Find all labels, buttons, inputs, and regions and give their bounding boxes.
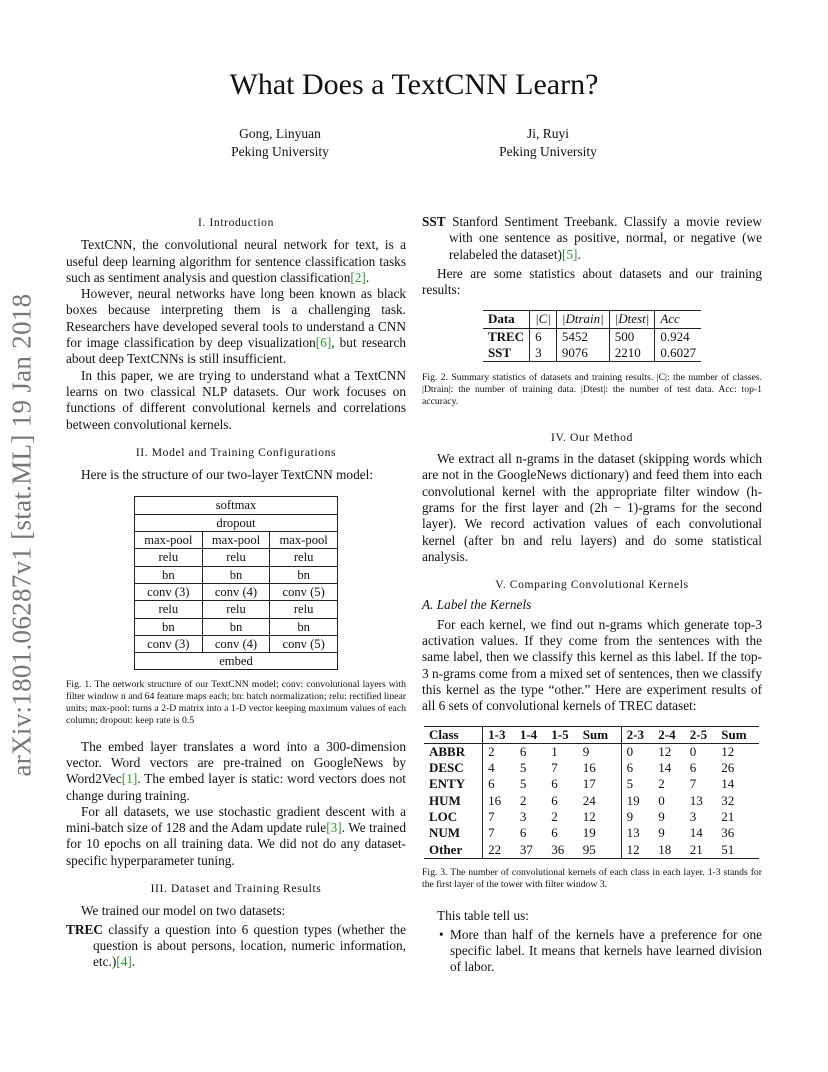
table-row — [424, 760, 759, 776]
table-cell: 14 — [689, 825, 703, 841]
paragraph: The embed layer translates a word into a 300-dimension vector. Word vectors are pre-trained on GoogleNews by Word2Vec[1]. The embed layer is static: word vectors does not change during training. — [66, 738, 406, 803]
table-cell: SST — [487, 345, 512, 361]
table-cell: 6 — [551, 792, 558, 808]
bullet-item: • More than half of the kernels have a preference for one specific label. It means that kernels have learned division of labor. — [439, 926, 762, 975]
table-cell: 24 — [582, 792, 596, 808]
right-column — [422, 214, 762, 976]
table-cell: 6 — [519, 743, 527, 759]
table-cell: 12 — [721, 743, 735, 759]
author-name: Gong, Linyuan — [239, 126, 321, 141]
table-cell: 2 — [551, 809, 558, 824]
table-cell: bn — [202, 566, 270, 583]
table-cell: 6 — [551, 776, 558, 792]
table-cell: 9076 — [556, 345, 609, 362]
table-cell: 21 — [721, 809, 735, 824]
table-cell: 0 — [621, 743, 653, 760]
table-cell: 26 — [721, 760, 735, 776]
author-name: Ji, Ruyi — [526, 126, 569, 141]
table-row — [483, 328, 701, 345]
dataset-label: TREC — [66, 921, 103, 937]
table-header-cell: 2-5 — [685, 726, 716, 743]
table-cell: ENTY — [429, 776, 466, 792]
table-cell: 22 — [483, 842, 515, 859]
table-cell: 14 — [721, 776, 735, 792]
table-cell: bn — [270, 618, 338, 635]
table-cell: 2 — [483, 743, 515, 760]
table-cell: 5 — [519, 776, 527, 792]
table-cell: 12 — [582, 809, 596, 824]
table-cell: 95 — [582, 841, 596, 857]
table-header-cell: |C| — [530, 311, 557, 328]
table-cell: 3 — [530, 345, 557, 362]
table-header-cell: 1-3 — [483, 726, 515, 743]
table-cell: 6 — [530, 328, 557, 345]
author-2 — [448, 125, 648, 161]
table-cell: softmax — [135, 497, 338, 514]
paragraph: Here is the structure of our two-layer TextCNN model: — [81, 467, 374, 483]
table-header-cell: 1-5 — [546, 726, 577, 743]
section-heading: IV. Our Method — [551, 430, 633, 444]
table-cell: 0.6027 — [655, 345, 701, 362]
table-cell: max-pool — [270, 532, 338, 549]
left-column — [66, 215, 406, 970]
table-row — [424, 809, 759, 825]
table-row — [135, 549, 338, 566]
figure-caption: Fig. 1. The network structure of our TextCNN model; conv: convolutional layers with filter window n and 64 feature maps each; bn: batch normalization; relu: rectified linear units; max-pool: turns a 2-D matrix into a 1-D vector keeping maximum values of each column; dropout: keep rate is 0.5 — [66, 679, 406, 726]
section-heading: II. Model and Training Configurations — [135, 445, 337, 459]
dataset-trec: TREC classify a question into 6 question types (whether the question is about persons, location, numeric information, etc.)[4]. — [66, 921, 406, 970]
table-cell: 13 — [621, 825, 653, 841]
table-header-cell: Acc — [655, 311, 701, 328]
table-cell: relu — [270, 549, 338, 566]
table-cell: 18 — [658, 841, 672, 857]
table-row — [135, 635, 338, 652]
arxiv-sidebar — [2, 293, 42, 777]
paper-title: What Does a TextCNN Learn? — [229, 68, 599, 101]
table-cell: 1 — [551, 743, 558, 759]
paragraph: For each kernel, we find out n-grams which generate top-3 activation values. If they come from the sentences with the same label, then we classify this kernel as this label. If the top-3 n-grams come from a mixed set of sentences, then we classify this kernel as the type “other.” Here are experiment results of all 6 sets of convolutional kernels of TREC dataset: — [422, 616, 762, 714]
table-cell: 4 — [483, 760, 515, 776]
table-cell: 9 — [621, 809, 653, 825]
citation-link[interactable]: [4] — [116, 954, 132, 970]
table-header-cell: Sum — [716, 726, 759, 743]
table-cell: 16 — [483, 793, 515, 809]
table-row — [135, 514, 338, 531]
table-cell: bn — [135, 618, 203, 635]
figure-caption: Fig. 2. Summary statistics of datasets and training results. |C|: the number of classes. |Dtrain|: the number of training data. |Dtest|: the number of test data. Acc: top-1 accuracy. — [422, 372, 762, 407]
table-row — [424, 842, 759, 859]
table-cell: 2 — [658, 776, 665, 792]
paragraph: We trained our model on two datasets: — [81, 903, 286, 919]
table-cell: 0 — [658, 792, 665, 808]
table-cell: 5 — [519, 760, 527, 776]
table-cell: max-pool — [202, 532, 270, 549]
table-row — [135, 566, 338, 583]
table-header-cell: 2-3 — [621, 726, 653, 743]
paragraph: We extract all n-grams in the dataset (skipping words which are not in the GoogleNews dictionary) and feed them into each convolutional kernel with the appropriate filter window (h-grams for the first layer and (2h − 1)-grams for the second layer). We record activation values of each convolutional kernel (after bn and relu layers) and do some statistical analysis. — [422, 451, 762, 564]
table-cell: 6 — [483, 776, 515, 792]
table-cell: relu — [135, 601, 203, 618]
arxiv-id: arXiv:1801.06287v1 [stat.ML] 19 Jan 2018 — [6, 293, 37, 777]
table-cell: 37 — [519, 841, 533, 857]
table-row — [483, 345, 701, 362]
table-cell: Other — [429, 841, 463, 857]
section-heading: I. Introduction — [198, 216, 274, 229]
paragraph: In this paper, we are trying to understand what a TextCNN learns on two classical NLP datasets. Our work focuses on functions of different convolutional kernels and correlations between convolutional kernels. — [66, 367, 406, 432]
table-cell: 7 — [689, 776, 697, 792]
table-cell: max-pool — [135, 532, 203, 549]
citation-link[interactable]: [3] — [326, 820, 342, 836]
table-cell: conv (5) — [270, 635, 338, 652]
paragraph: Here are some statistics about datasets and our training results: — [422, 265, 762, 298]
table-cell: 51 — [721, 841, 735, 857]
table-header-row — [483, 311, 701, 328]
table-cell: 12 — [658, 743, 672, 759]
table-row — [135, 497, 338, 514]
table-cell: 14 — [658, 760, 672, 776]
table-cell: conv (3) — [135, 583, 203, 600]
table-header-cell: Class — [424, 726, 483, 743]
table-row — [424, 743, 759, 760]
citation-link[interactable]: [1] — [121, 771, 138, 787]
figure-caption: Fig. 3. The number of convolutional kernels of each class in each layer. 1-3 stands for the first layer of the tower with filter window 3. — [422, 866, 762, 890]
table-cell: 0 — [689, 743, 697, 759]
table-cell: ABBR — [429, 743, 466, 759]
table-row — [424, 825, 759, 841]
table-cell: 36 — [551, 841, 565, 857]
table-cell: 7 — [551, 760, 558, 776]
table-cell: relu — [202, 549, 270, 566]
table-row — [135, 583, 338, 600]
table-cell: dropout — [135, 514, 338, 531]
table-row — [135, 601, 338, 618]
stats-table — [483, 310, 701, 362]
kernel-class-table — [424, 726, 759, 859]
citation-link[interactable]: [6] — [315, 335, 332, 351]
table-row — [135, 618, 338, 635]
table-cell: bn — [135, 566, 203, 583]
table-cell: 3 — [519, 809, 527, 824]
table-cell: 5452 — [556, 328, 609, 345]
table-cell: NUM — [429, 825, 461, 841]
table-cell: 21 — [689, 841, 703, 857]
table-cell: 2210 — [609, 345, 655, 362]
table-cell: DESC — [429, 760, 464, 776]
table-cell: embed — [135, 653, 338, 670]
table-header-cell: Sum — [578, 726, 621, 743]
table-cell: 6 — [551, 825, 558, 841]
table-cell: 16 — [582, 760, 596, 776]
citation-link[interactable]: [2] — [350, 269, 366, 285]
table-cell: 13 — [689, 792, 703, 808]
author-affiliation: Peking University — [231, 144, 329, 159]
author-1 — [180, 125, 380, 161]
table-cell: 19 — [621, 793, 653, 809]
table-cell: relu — [135, 549, 203, 566]
table-cell: bn — [202, 618, 270, 635]
table-cell: conv (3) — [135, 635, 203, 652]
dataset-label: SST — [422, 214, 446, 229]
table-cell: 0.924 — [655, 328, 701, 345]
table-cell: 7 — [483, 825, 515, 841]
table-cell: bn — [270, 566, 338, 583]
table-row — [135, 653, 338, 670]
table-header-cell: 2-4 — [653, 726, 684, 743]
table-cell: HUM — [429, 792, 461, 808]
table-cell: LOC — [429, 809, 458, 824]
table-cell: 6 — [689, 760, 697, 776]
architecture-table — [134, 496, 338, 670]
paragraph: TextCNN, the convolutional neural network for text, is a useful deep learning algorithm for sentence classification tasks such as sentiment analysis and question classification[2]. — [66, 237, 406, 285]
dataset-sst: SST Stanford Sentiment Treebank. Classify a movie review with one sentence as positive, normal, or negative (we relabeled the dataset)[5]. — [422, 214, 762, 262]
table-cell: 9 — [658, 825, 665, 841]
table-cell: 7 — [483, 809, 515, 825]
table-cell: relu — [202, 601, 270, 618]
table-row — [424, 776, 759, 792]
table-cell: 19 — [582, 825, 596, 841]
table-row — [135, 532, 338, 549]
table-cell: 2 — [519, 792, 527, 808]
table-cell: 36 — [721, 825, 735, 841]
table-row — [424, 793, 759, 809]
table-cell: 6 — [519, 825, 527, 841]
table-header-cell: |Dtrain| — [556, 311, 609, 328]
table-cell: 32 — [721, 792, 735, 808]
table-cell: 500 — [609, 328, 655, 345]
table-cell: conv (4) — [202, 583, 270, 600]
table-cell: conv (5) — [270, 583, 338, 600]
section-heading: V. Comparing Convolutional Kernels — [495, 578, 689, 592]
section-heading: III. Dataset and Training Results — [150, 881, 322, 895]
table-cell: 17 — [582, 776, 596, 792]
table-header-cell: |Dtest| — [609, 311, 655, 328]
paragraph: For all datasets, we use stochastic gradient descent with a mini-batch size of 128 and the Adam update rule[3]. We trained for 10 epochs on all training data. We did not do any dataset-specific hyperparameter tuning. — [66, 803, 406, 868]
paragraph: However, neural networks have long been known as black boxes because interpreting them is a challenging task. Researchers have developed several tools to understand a CNN for image classification by deep visualization[6], but research about deep TextCNNs is still insufficient. — [66, 286, 406, 367]
author-affiliation: Peking University — [499, 144, 597, 159]
table-cell: TREC — [487, 328, 525, 344]
table-cell: 6 — [621, 760, 653, 776]
citation-link[interactable]: [5] — [561, 246, 578, 262]
table-cell: 9 — [658, 809, 665, 824]
bullet-icon: • — [439, 926, 444, 942]
table-cell: 9 — [582, 743, 590, 759]
table-cell: 12 — [621, 842, 653, 859]
table-header-cell: Data — [483, 311, 530, 328]
table-cell: relu — [270, 601, 338, 618]
table-header-cell: 1-4 — [515, 726, 546, 743]
table-cell: 5 — [621, 776, 653, 792]
table-cell: conv (4) — [202, 635, 270, 652]
table-cell: 3 — [689, 809, 697, 824]
subsection-heading: A. Label the Kernels — [422, 597, 532, 613]
table-header-row — [424, 726, 759, 743]
paragraph: This table tell us: — [437, 908, 529, 924]
